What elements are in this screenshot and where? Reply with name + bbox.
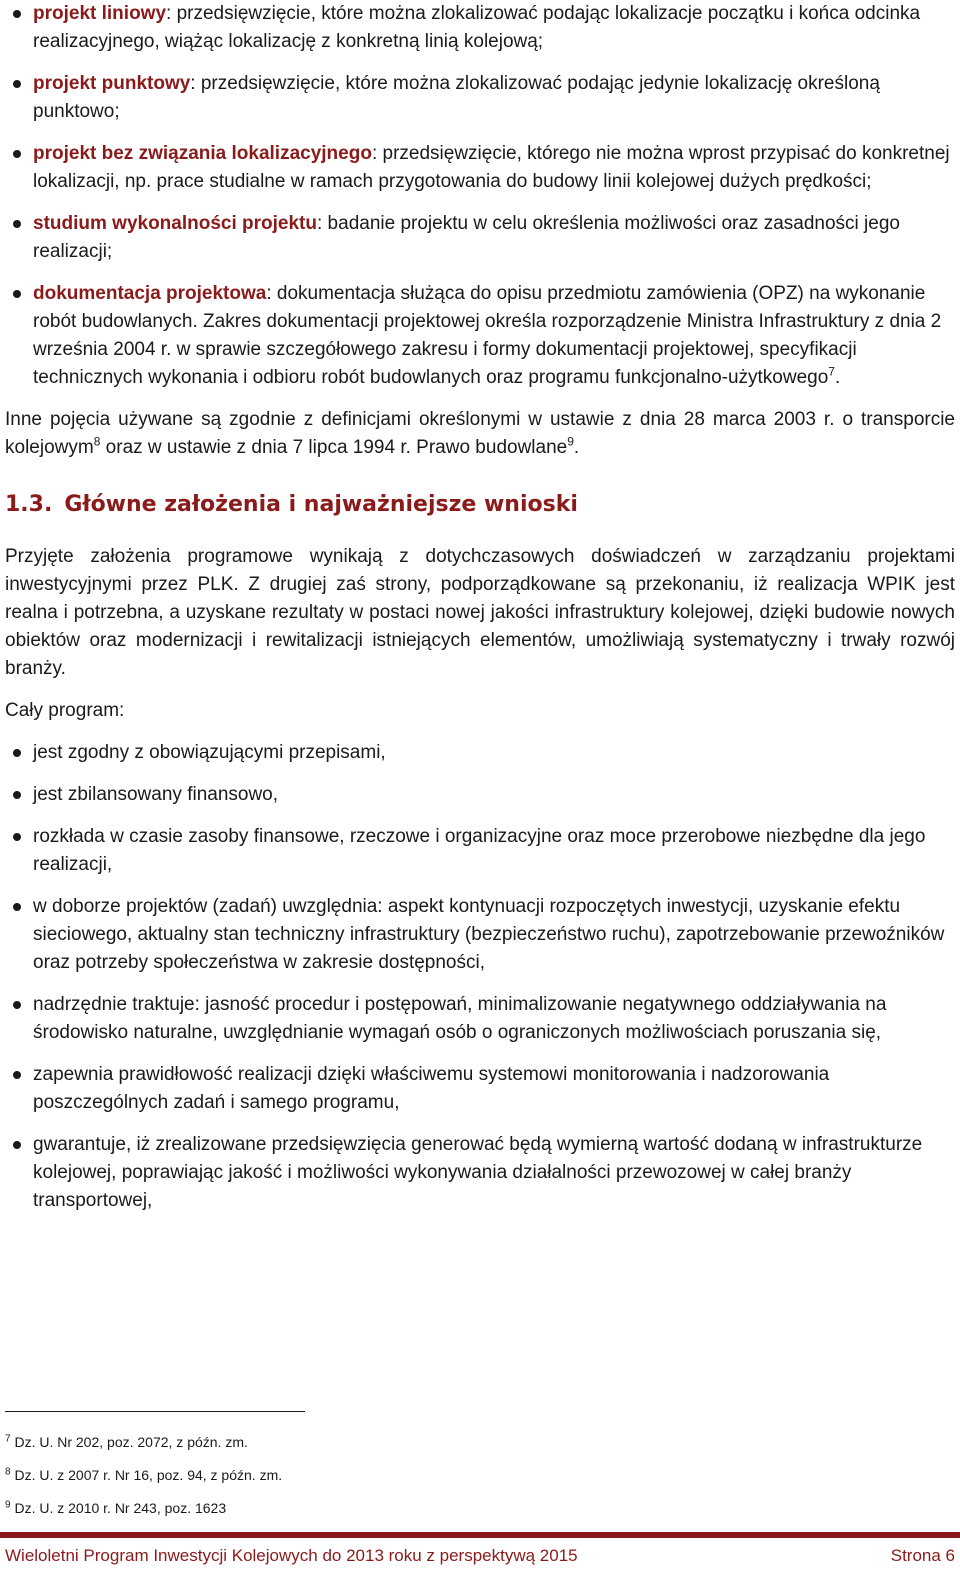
term: dokumentacja projektowa [33, 283, 267, 304]
document-page [5, 0, 955, 1229]
term: studium wykonalności projektu [33, 213, 317, 234]
definition: : badanie projektu w celu określenia możliwości oraz zasadności jego realizacji; [33, 213, 900, 262]
paragraph-text: oraz w ustawie z dnia 7 lipca 1994 r. Prawo budowlane [100, 437, 568, 458]
list-item: nadrzędnie traktuje: jasność procedur i postępowań, minimalizowanie negatywnego oddziaływania na środowisko naturalne, uwzględnianie wymagań osób o ograniczonych możliwościach poruszania się, [5, 991, 955, 1047]
list-item [5, 210, 955, 266]
paragraph-przyjete: Przyjęte założenia programowe wynikają z dotychczasowych doświadczeń w zarządzaniu projektami inwestycyjnymi przez PLK. Z drugiej zaś strony, podporządkowane są przekonaniu, iż realizacja WPIK jest realna i potrzebna, a uzyskane rezultaty w postaci nowej jakości infrastruktury kolejowej, dzięki budowie nowych obiektów oraz modernizacji i rewitalizacji istniejących elementów, umożliwiają systematyczny i trwały rozwój branży. [5, 546, 955, 679]
footnote-ref[interactable]: 9 [567, 434, 574, 449]
definitions-list [5, 0, 955, 392]
footer-rule [0, 1532, 960, 1538]
footnote-ref[interactable]: 8 [93, 434, 101, 449]
term: projekt punktowy [33, 73, 191, 94]
list-item: zapewnia prawidłowość realizacji dzięki właściwemu systemowi monitorowania i nadzorowania poszczególnych zadań i samego programu, [5, 1061, 955, 1117]
paragraph-text: . [573, 437, 580, 458]
footnote [5, 1432, 282, 1452]
footnote-number: 7 [5, 1433, 11, 1445]
list-item: rozkłada w czasie zasoby finansowe, rzeczowe i organizacyjne oraz moce przerobowe niezbędne dla jego realizacji, [5, 823, 955, 879]
term: projekt bez związania lokalizacyjnego [33, 143, 372, 164]
footnotes [5, 1432, 282, 1531]
footnote [5, 1465, 282, 1485]
section-title: Główne założenia i najważniejsze wnioski [64, 492, 578, 517]
footnote-text: Dz. U. Nr 202, poz. 2072, z późn. zm. [10, 1434, 248, 1450]
definition: : dokumentacja służąca do opisu przedmiotu zamówienia (OPZ) na wykonanie robót budowlanych. Zakres dokumentacji projektowej określa rozporządzenie Ministra Infrastruktury z dnia 2 września 2004 r. w sprawie szczegółowego zakresu i formy dokumentacji projektowej, specyfikacji technicznych wykonania i odbioru robót budowlanych oraz programu funkcjonalno-użytkowego [33, 283, 942, 388]
footnote-text: Dz. U. z 2007 r. Nr 16, poz. 94, z późn. zm. [10, 1467, 283, 1483]
page-footer [5, 1546, 955, 1566]
definition: : przedsięwzięcie, które można zlokalizować podając lokalizacje początku i końca odcinka realizacyjnego, wiążąc lokalizację z konkretną linią kolejową; [33, 3, 921, 52]
footnote-ref[interactable]: 7 [828, 364, 835, 379]
term: projekt liniowy [33, 3, 167, 24]
paragraph-intro: Cały program: [5, 700, 125, 721]
paragraph-text: Inne pojęcia używane są zgodnie z definicjami określonymi w ustawie z dnia 28 marca 2003 r. o transporcie kolejowym [5, 409, 955, 458]
list-item [5, 280, 955, 392]
section-heading [5, 492, 955, 517]
footnote-separator [5, 1411, 305, 1412]
footnote-text: Dz. U. z 2010 r. Nr 243, poz. 1623 [10, 1500, 227, 1516]
definition-end: . [834, 367, 841, 388]
definition: : przedsięwzięcie, które można zlokalizować podając jedynie lokalizację określoną punktowo; [33, 73, 880, 122]
list-item [5, 0, 955, 56]
list-item: w doborze projektów (zadań) uwzględnia: aspekt kontynuacji rozpoczętych inwestycji, uzyskanie efektu sieciowego, aktualny stan techniczny infrastruktury (bezpieczeństwo ruchu), zapotrzebowanie przewoźników oraz potrzeby społeczeństwa w zakresie dostępności, [5, 893, 955, 977]
list-item: gwarantuje, iż zrealizowane przedsięwzięcia generować będą wymierną wartość dodaną w infrastrukturze kolejowej, poprawiając jakość i możliwości wykonywania działalności przewozowej w całej branży transportowej, [5, 1131, 955, 1215]
list-item [5, 70, 955, 126]
footer-title: Wieloletni Program Inwestycji Kolejowych do 2013 roku z perspektywą 2015 [5, 1546, 578, 1565]
paragraph-inne [5, 406, 955, 462]
footnote [5, 1498, 282, 1518]
program-features-list [5, 739, 955, 1215]
list-item: jest zgodny z obowiązującymi przepisami, [5, 739, 955, 767]
page-number: Strona 6 [890, 1546, 955, 1565]
definition: : przedsięwzięcie, którego nie można wprost przypisać do konkretnej lokalizacji, np. prace studialne w ramach przygotowania do budowy linii kolejowej dużych prędkości; [33, 143, 950, 192]
section-number: 1.3. [5, 492, 53, 517]
list-item: jest zbilansowany finansowo, [5, 781, 955, 809]
footnote-number: 9 [5, 1499, 11, 1511]
list-item [5, 140, 955, 196]
footnote-number: 8 [5, 1466, 11, 1478]
